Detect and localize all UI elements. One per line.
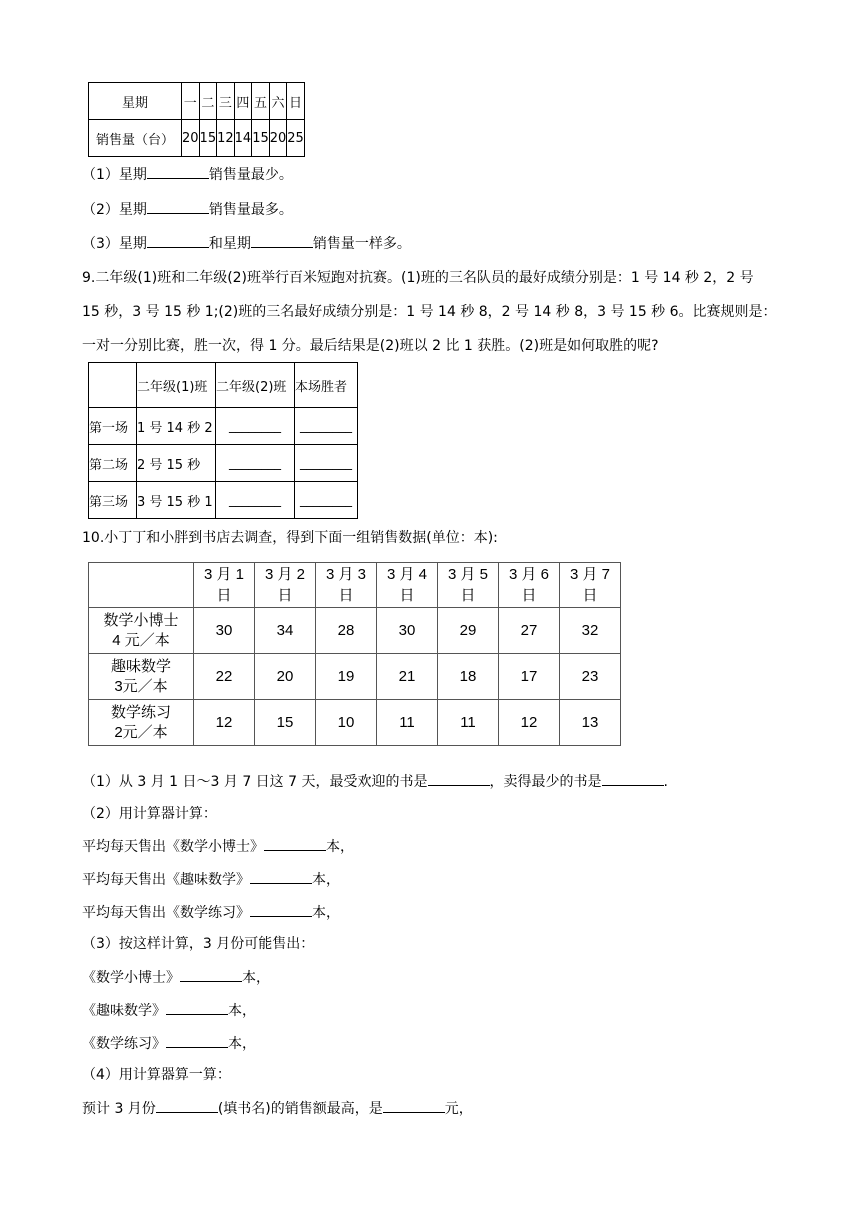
q10-intro: 10.小丁丁和小胖到书店去调查，得到下面一组销售数据(单位：本): [82,530,498,546]
header-cell-winner: 本场胜者 [295,363,358,408]
weekday-cell: 日 [287,83,305,120]
sales-cell: 28 [316,608,377,654]
date-line-1: 3 月 5 [447,566,489,583]
table-row [89,83,305,120]
answer-blank[interactable] [156,1098,218,1113]
text: 预计 3 月份 [82,1101,156,1117]
sales-cell: 15 [252,120,270,157]
text: 本， [312,905,340,921]
q8-sub-3 [82,233,411,254]
answer-blank[interactable] [250,869,312,884]
date-header-cell [438,563,499,608]
text: 本， [326,839,354,855]
text: （1）星期 [82,167,147,183]
sales-cell: 23 [560,654,621,700]
date-line-2: 日 [460,587,476,604]
text: 和星期 [208,236,251,252]
sales-cell: 12 [499,700,560,746]
sales-cell: 10 [316,700,377,746]
text: 平均每天售出《数学小博士》 [82,839,264,855]
sales-cell: 30 [377,608,438,654]
sales-cell: 30 [194,608,255,654]
book-name: 趣味数学 [110,657,171,675]
text: （1）从 3 月 1 日～3 月 7 日这 7 天，最受欢迎的书是 [82,774,428,790]
text: 本， [228,1036,256,1052]
date-line-1: 3 月 2 [264,566,306,583]
date-line-1: 3 月 1 [203,566,245,583]
sales-cell: 34 [255,608,316,654]
q9-text-line-2: 15 秒，3 号 15 秒 1;(2)班的三名最好成绩分别是：1 号 14 秒 8，2 号 14 秒 8，3 号 15 秒 6。比赛规则是： [82,304,777,320]
q10-sub-2-1 [82,836,354,857]
table-row [89,363,358,408]
q10-sub-2-3 [82,902,340,923]
date-line-1: 3 月 3 [325,566,367,583]
sales-cell: 27 [499,608,560,654]
q10-sub-3: （3）按这样计算，3 月份可能售出： [82,936,315,952]
sales-cell: 11 [438,700,499,746]
table-row [89,120,305,157]
weekday-cell: 二 [199,83,217,120]
text: ，卖得最少的书是 [489,774,602,790]
class1-result: 1 号 14 秒 2 [137,408,216,445]
sales-cell: 29 [438,608,499,654]
book-label-cell [89,700,194,746]
sales-cell: 20 [269,120,287,157]
date-line-2: 日 [338,587,354,604]
winner-answer-blank[interactable]: ________ [295,445,358,482]
sales-cell: 12 [194,700,255,746]
winner-answer-blank[interactable]: ________ [295,482,358,519]
answer-blank[interactable] [264,836,326,851]
table-row [89,654,621,700]
header-cell-class2: 二年级(2)班 [216,363,295,408]
table-row [89,563,621,608]
book-label-cell [89,608,194,654]
row-header-weekday: 星期 [89,83,182,120]
race-table [88,362,358,519]
text: 《数学练习》 [82,1036,166,1052]
answer-blank[interactable] [147,199,209,214]
q10-sub-3-3 [82,1033,256,1054]
answer-blank[interactable] [147,233,209,248]
sales-cell: 19 [316,654,377,700]
text: （2）星期 [82,202,147,218]
sales-cell: 22 [194,654,255,700]
text: （3）星期 [82,236,147,252]
date-line-2: 日 [521,587,537,604]
book-name: 数学练习 [110,703,171,721]
text: 销售量最少。 [208,167,293,183]
text: 本， [228,1003,256,1019]
date-line-1: 3 月 4 [386,566,428,583]
weekday-cell: 三 [217,83,235,120]
sales-cell: 17 [499,654,560,700]
answer-blank[interactable] [383,1098,445,1113]
q10-sub-3-2 [82,1000,256,1021]
text: 本， [242,970,270,986]
q9-text-line-1: 9.二年级(1)班和二年级(2)班举行百米短跑对抗赛。(1)班的三名队员的最好成绩分别是：1 号 14 秒 2，2 号 [82,270,754,286]
weekday-cell: 四 [234,83,252,120]
q10-sub-4-1 [82,1098,473,1119]
sales-cell: 15 [255,700,316,746]
sales-cell: 20 [255,654,316,700]
sales-cell: 13 [560,700,621,746]
date-line-2: 日 [399,587,415,604]
header-cell-empty [89,563,194,608]
class2-answer-blank[interactable]: ________ [216,445,295,482]
q10-sub-3-1 [82,967,270,988]
date-line-1: 3 月 6 [508,566,550,583]
answer-blank[interactable] [147,164,209,179]
weekday-cell: 一 [182,83,200,120]
row-header-sales: 销售量（台） [89,120,182,157]
q10-sub-1 [82,771,668,792]
q8-sub-2 [82,199,293,220]
answer-blank[interactable] [180,967,242,982]
date-header-cell [499,563,560,608]
answer-blank[interactable] [166,1000,228,1015]
table-row [89,482,358,519]
round-label: 第一场 [89,408,137,445]
q9-text-line-3: 一对一分别比赛，胜一次，得 1 分。最后结果是(2)班以 2 比 1 获胜。(2)班是如何取胜的呢? [82,338,659,354]
book-name: 数学小博士 [103,611,179,629]
book-price: 2元／本 [114,723,168,741]
text: 《数学小博士》 [82,970,180,986]
weekday-cell: 五 [252,83,270,120]
text: 元， [444,1101,473,1117]
date-line-2: 日 [277,587,293,604]
book-label-cell [89,654,194,700]
sales-cell: 15 [199,120,217,157]
table-row [89,608,621,654]
q8-sub-1 [82,164,293,185]
sales-cell: 21 [377,654,438,700]
sales-cell: 25 [287,120,305,157]
text: 销售量一样多。 [312,236,411,252]
weekday-cell: 六 [269,83,287,120]
book-price: 3元／本 [114,677,168,695]
date-header-cell [560,563,621,608]
text: 《趣味数学》 [82,1003,166,1019]
q10-sub-2-2 [82,869,340,890]
date-line-1: 3 月 7 [569,566,611,583]
text: (填书名)的销售额最高，是 [217,1101,383,1117]
book-price: 4 元／本 [112,631,170,649]
table-row [89,445,358,482]
date-line-2: 日 [216,587,232,604]
class2-answer-blank[interactable]: ________ [216,408,295,445]
answer-blank[interactable] [166,1033,228,1048]
table-row [89,700,621,746]
class1-result: 3 号 15 秒 1 [137,482,216,519]
answer-blank[interactable] [251,233,313,248]
sales-cell: 14 [234,120,252,157]
round-label: 第三场 [89,482,137,519]
answer-blank[interactable] [250,902,312,917]
header-cell-empty [89,363,137,408]
book-sales-table [88,562,621,746]
sales-cell: 32 [560,608,621,654]
table-row [89,408,358,445]
weekly-sales-table [88,82,305,157]
class1-result: 2 号 15 秒 [137,445,216,482]
class2-answer-blank[interactable]: ________ [216,482,295,519]
text: 平均每天售出《趣味数学》 [82,872,250,888]
text: . [663,774,668,790]
round-label: 第二场 [89,445,137,482]
q10-sub-2: （2）用计算器计算： [82,806,217,822]
sales-cell: 12 [217,120,235,157]
sales-cell: 11 [377,700,438,746]
text: 本， [312,872,340,888]
date-header-cell [316,563,377,608]
q10-sub-4: （4）用计算器算一算： [82,1067,231,1083]
date-header-cell [194,563,255,608]
answer-blank[interactable] [602,771,664,786]
date-line-2: 日 [582,587,598,604]
sales-cell: 20 [182,120,200,157]
header-cell-class1: 二年级(1)班 [137,363,216,408]
text: 销售量最多。 [208,202,293,218]
sales-cell: 18 [438,654,499,700]
winner-answer-blank[interactable]: ________ [295,408,358,445]
text: 平均每天售出《数学练习》 [82,905,250,921]
date-header-cell [377,563,438,608]
date-header-cell [255,563,316,608]
answer-blank[interactable] [428,771,490,786]
